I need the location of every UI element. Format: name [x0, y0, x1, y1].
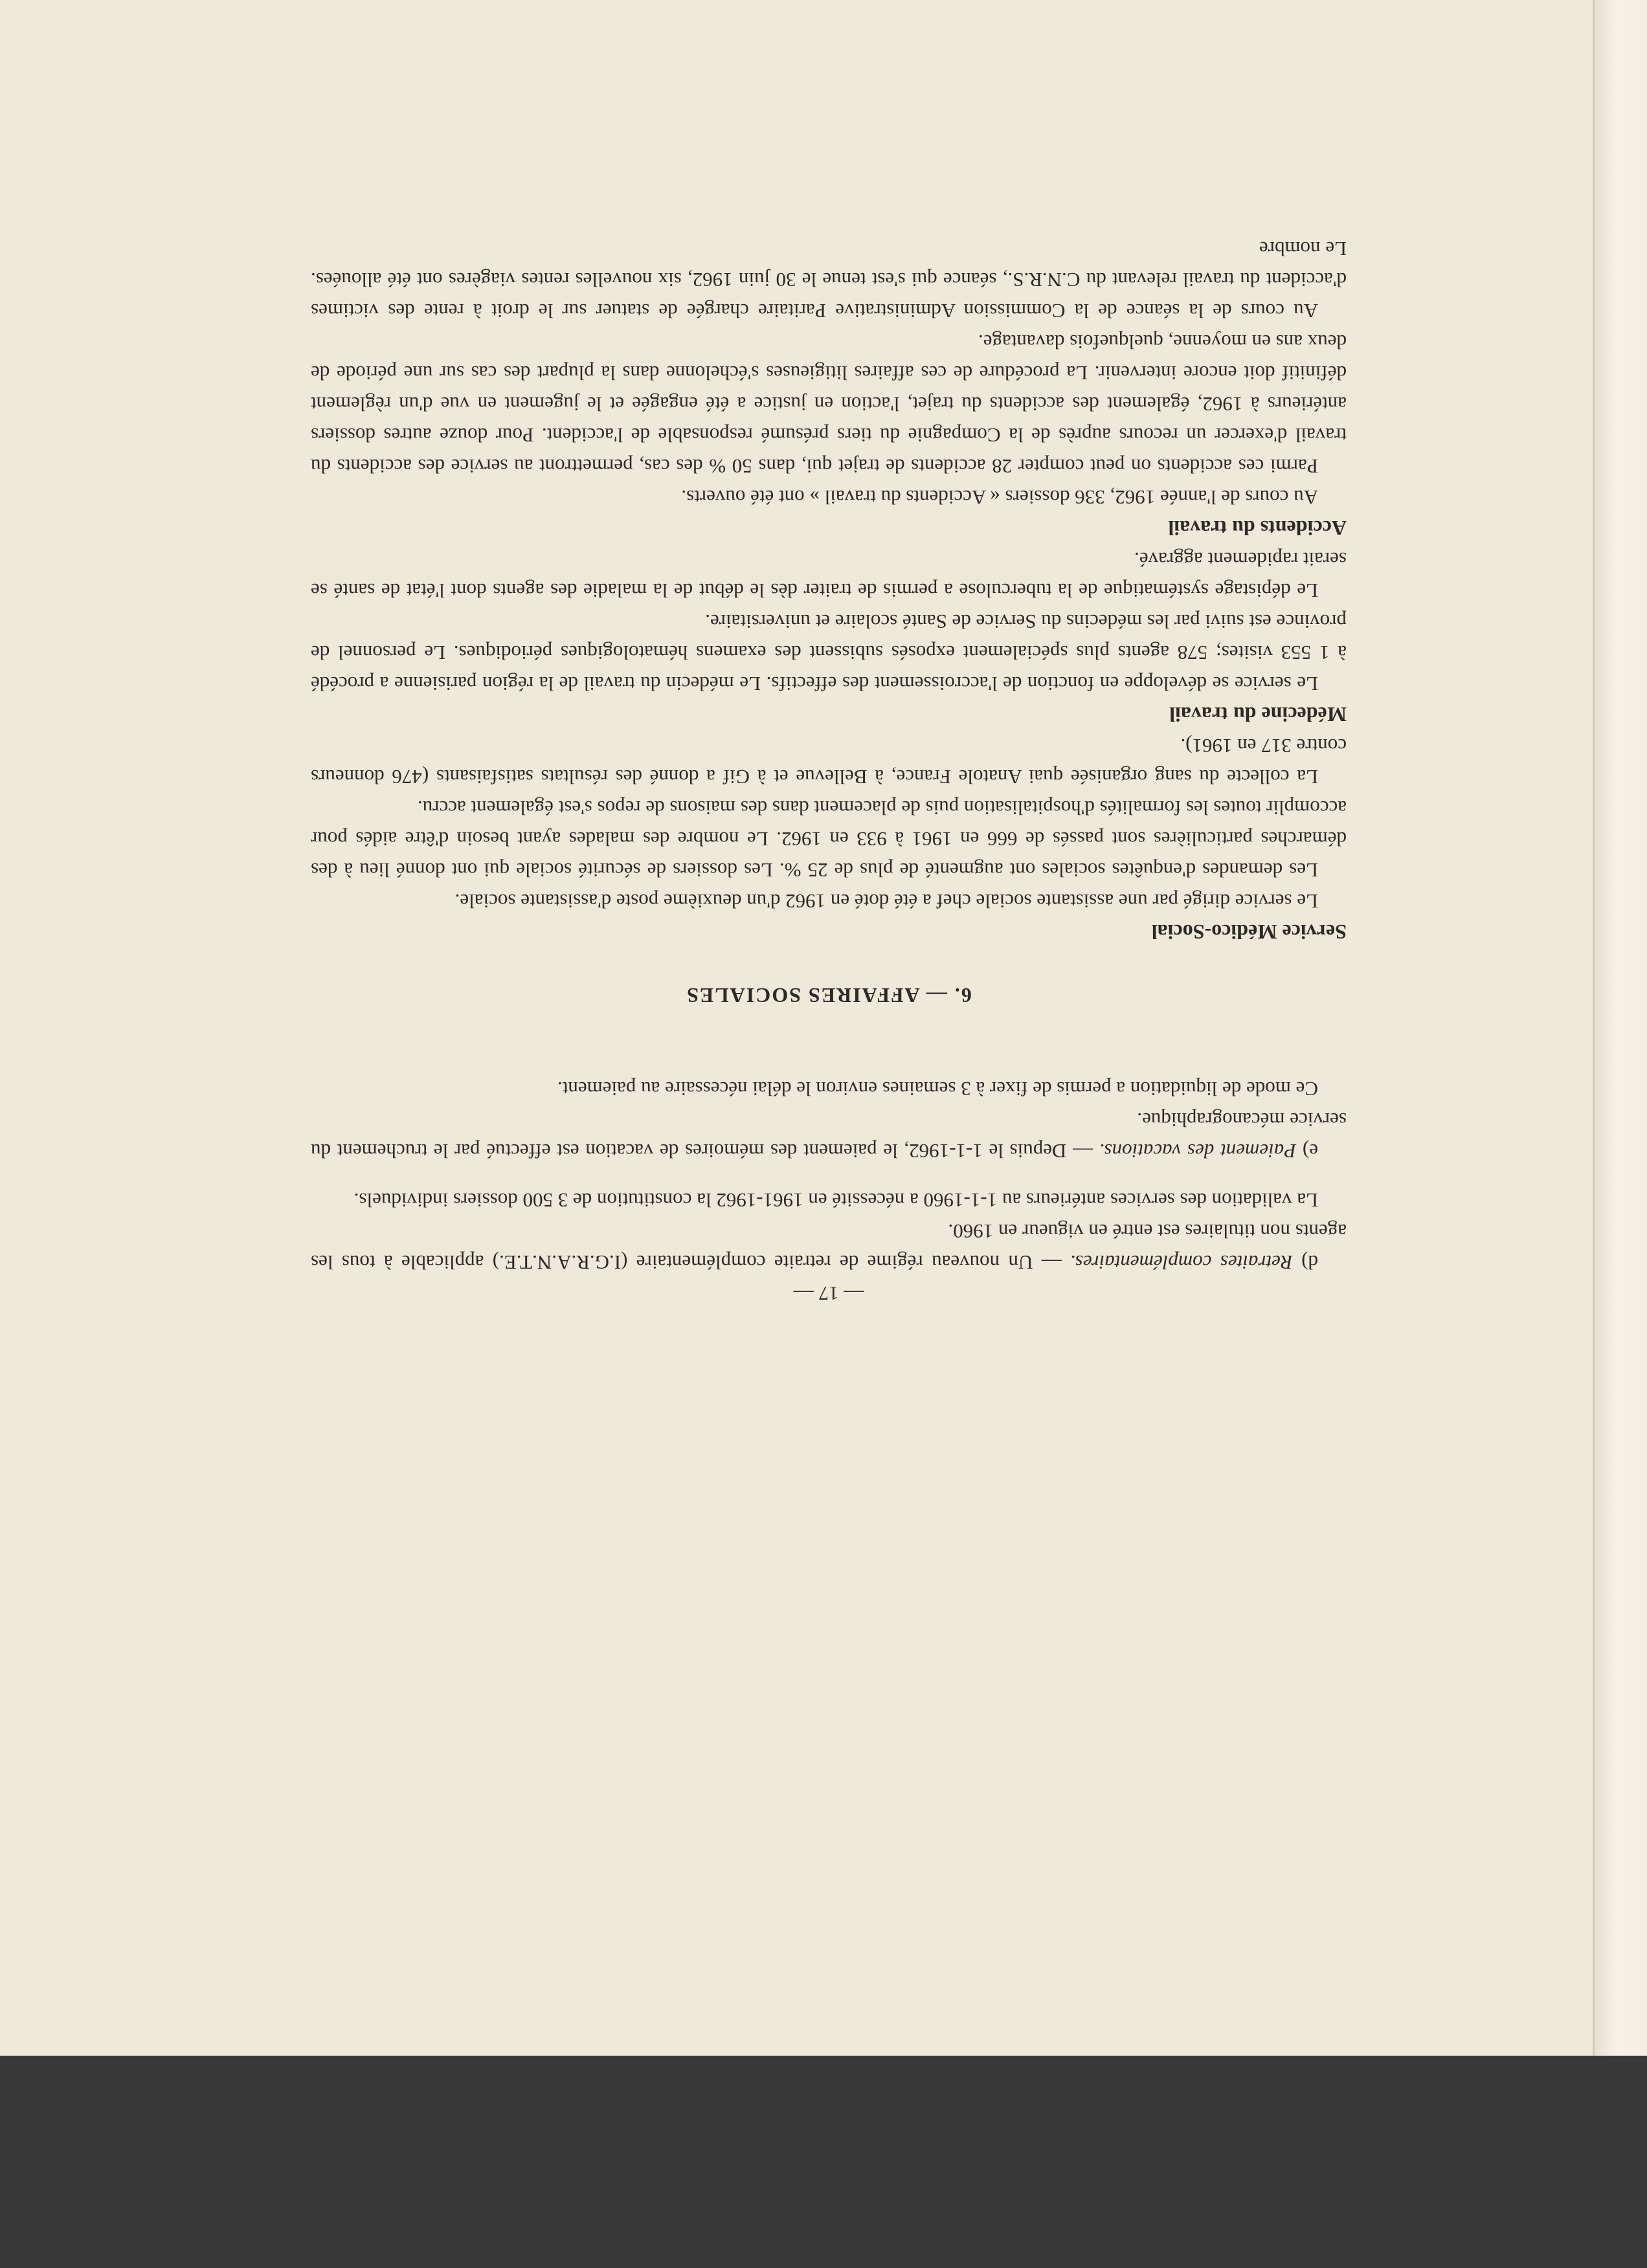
medecine-p1: Le service se développe en fonction de l'accroissement des effectifs. Le médecin du travail de la région parisienne a procédé à 1 553 visites; 578 agents plus spécialement exposés subissent des examens hématologiques périodiques. Le personnel de province est suivi par les médecins du Service de Santé scolaire et universitaire.	[311, 610, 1347, 695]
retraites-label: d)	[1292, 1251, 1318, 1274]
retraites-validation: La validation des services antérieurs au 1-1-1960 a nécessité en 1961-1962 la constitution de 3 500 dossiers individuels.	[353, 1189, 1318, 1212]
medico-social-p2: Les demandes d'enquêtes sociales ont augmenté de plus de 25 %. Les dossiers de sécurité sociale qui ont donné lieu à des démarches particulières sont passés de 666 en 1961 à 933 en 1962. Le nombre des malades ayant besoin d'être aidés pour accomplir toutes les formalités d'hospitalisation puis de placement dans des maisons de repos s'est également accru.	[311, 797, 1347, 882]
medecine-heading: Médecine du travail	[1169, 703, 1347, 726]
affaires-sociales-title: 6. — AFFAIRES SOCIALES	[686, 984, 972, 1007]
medico-social-heading: Service Médico-Social	[1151, 920, 1347, 944]
page-number: — 17 —	[793, 1282, 864, 1305]
spacer	[311, 1166, 1347, 1184]
vacations-text: — Depuis le 1-1-1962, le paiement des mémoires de vacation est effectué par le truchement du service mécanographique.	[311, 1109, 1347, 1162]
medico-social-p1: Le service dirigé par une assistante sociale chef a été doté en 1962 d'un deuxième poste d'assistante sociale.	[454, 890, 1318, 913]
retraites-paragraph	[311, 1216, 1347, 1278]
retraites-title: Retraites complémentaires.	[1070, 1251, 1293, 1274]
accidents-p3: Au cours de la séance de la Commission Administrative Paritaire chargée de statuer sur le droit à rente des victimes d'accident du travail relevant du C.N.R.S., séance qui s'est tenue le 30 juin 1962, six nouvelles rentes viagères ont été allouées. Le nombre	[311, 238, 1347, 322]
accidents-heading: Accidents du travail	[1168, 517, 1347, 540]
retraites-text: — Un nouveau régime de retraite complémentaire (I.G.R.A.N.T.E.) applicable à tous les agents non titulaires est entré en vigueur en 1960.	[311, 1220, 1347, 1274]
page-edge	[1593, 0, 1647, 2056]
vacations-liquidation: Ce mode de liquidation a permis de fixer à 3 semaines environ le délai nécessaire au paiement.	[557, 1078, 1318, 1100]
accidents-p2: Parmi ces accidents on peut compter 28 accidents de trajet qui, dans 50 % des cas, permettront au service des accidents du travail d'exercer un recours auprès de la Compagnie du tiers présumé responsable de l'accident. Pour douze autres dossiers antérieurs à 1962, également des accidents du trajet, l'action en justice a été engagée et le jugement en vue d'un règlement définitif doit encore intervenir. La procédure de ces affaires litigieuses s'échelonne dans la plupart des cas sur une période de deux ans en moyenne, quelquefois davantage.	[311, 331, 1347, 478]
medico-social-p3: La collecte du sang organisée quai Anatole France, à Bellevue et à Gif a donné des résultats satisfaisants (476 donneurs contre 317 en 1961).	[311, 735, 1347, 788]
vacations-label: e)	[1296, 1140, 1318, 1162]
medecine-p2: Le dépistage systématique de la tuberculose a permis de traiter dès le début de la maladie des agents dont l'état de santé se serait rapidement aggravé.	[311, 548, 1347, 602]
vacations-title: Paiement des vacations.	[1099, 1140, 1297, 1162]
page-content-rotated	[311, 233, 1347, 1309]
scanner-background	[0, 2056, 1647, 2268]
vacations-paragraph	[311, 1104, 1347, 1166]
accidents-p1: Au cours de l'année 1962, 336 dossiers « Accidents du travail » ont été ouverts.	[681, 486, 1318, 509]
